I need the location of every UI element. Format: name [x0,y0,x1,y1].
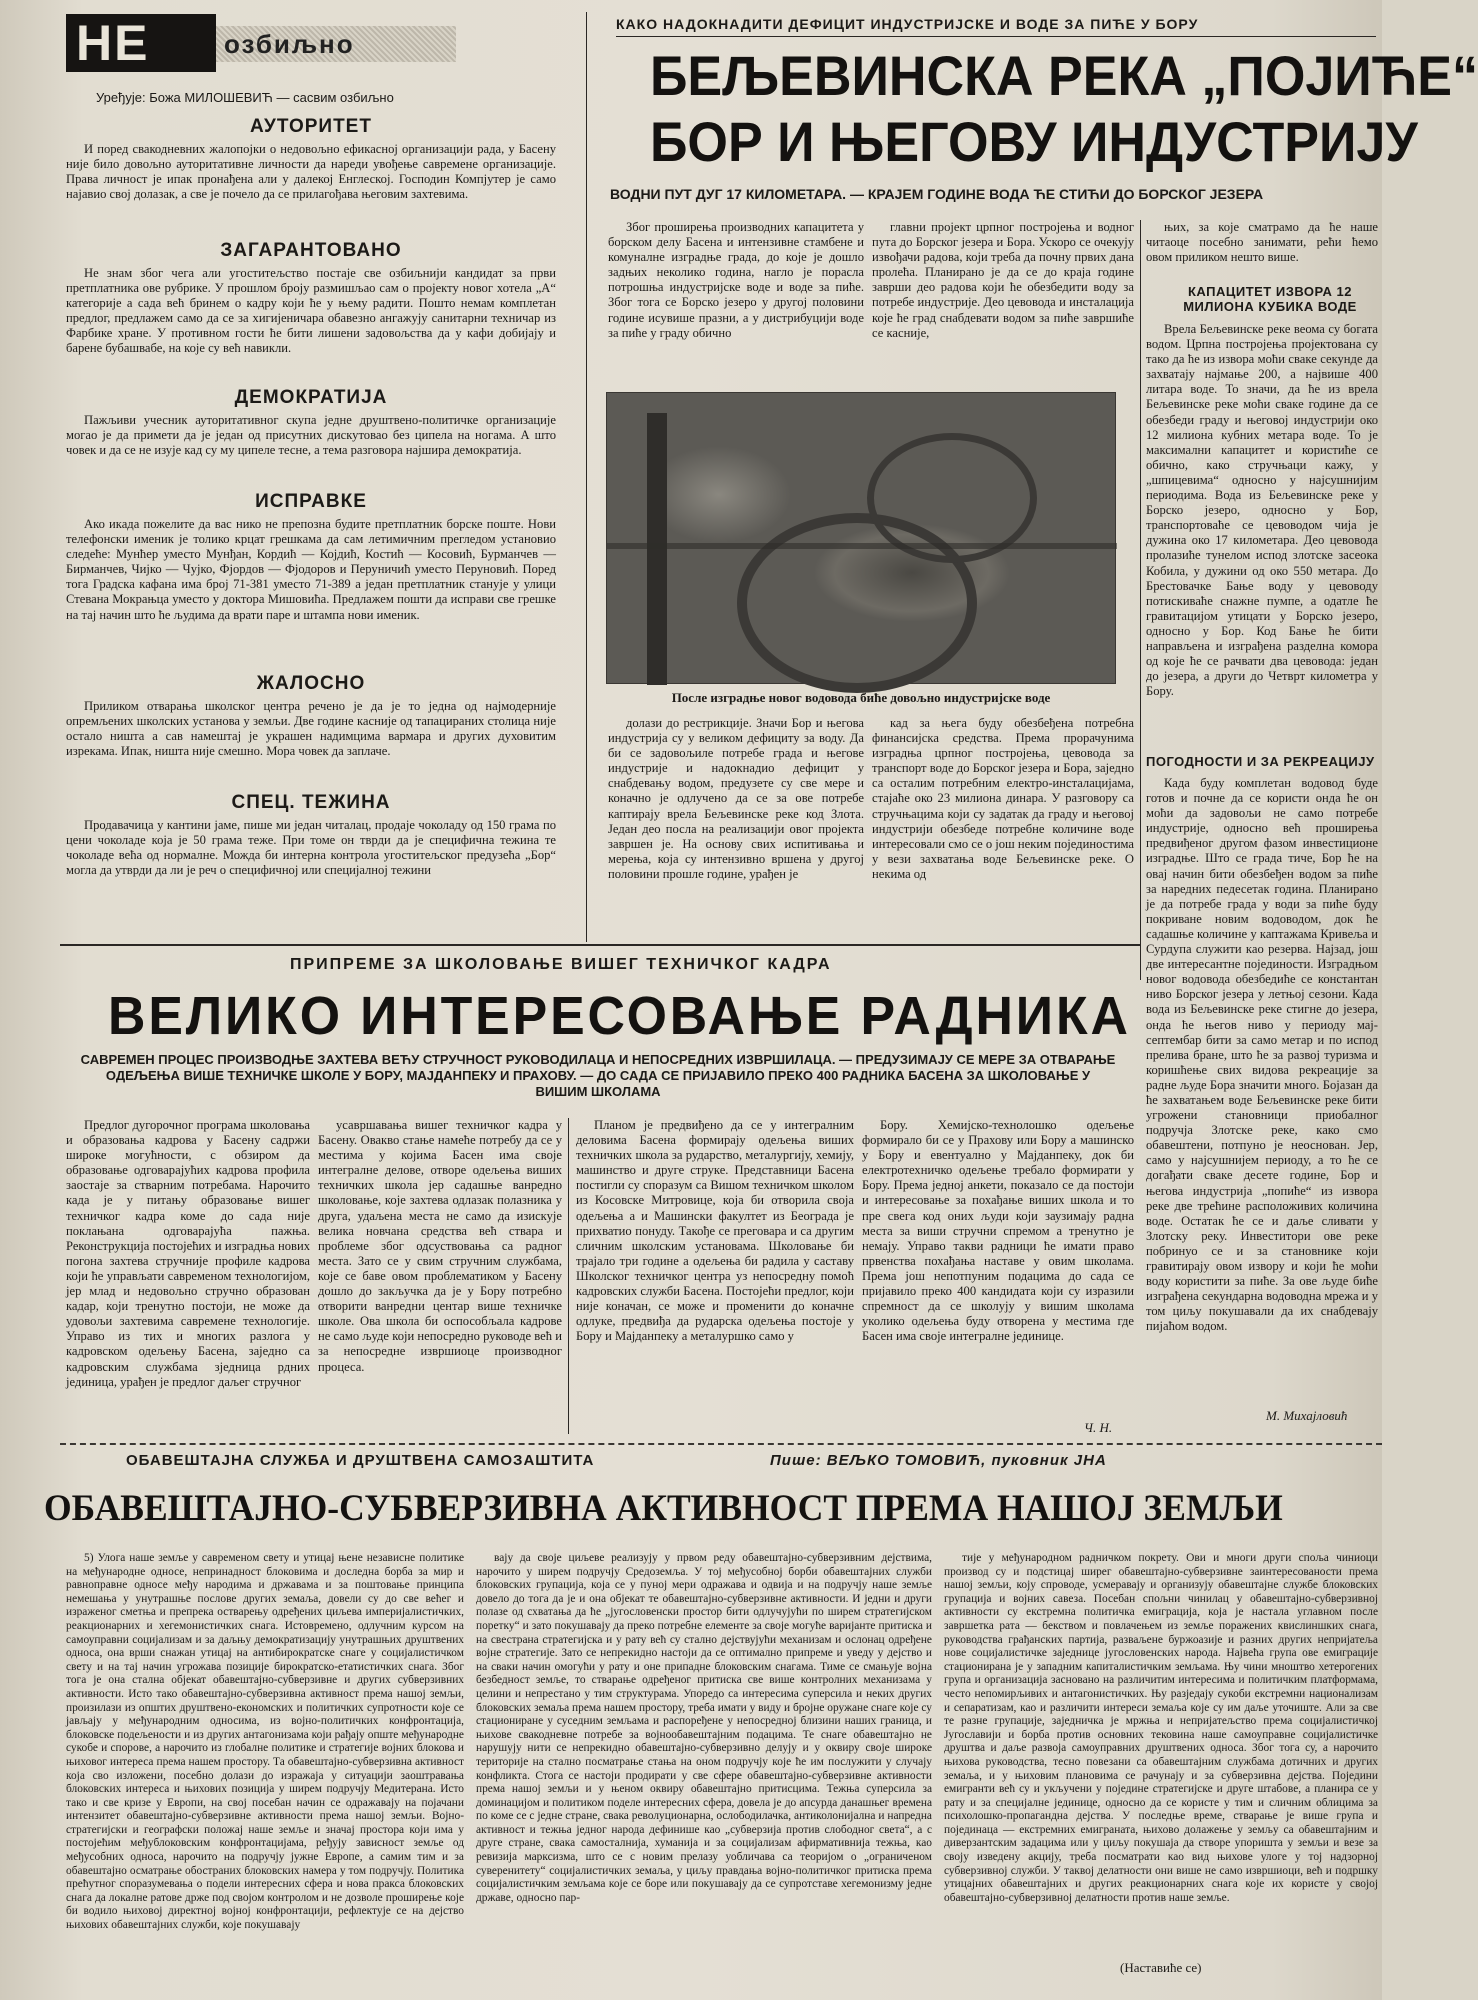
water-col3-recreation: Када буду комплетан водовод буде готов и почне да се користи онда ће он моћи да задовољи не само потребе индустрије, односно већ проширења предвиђеног другом фазом инвестиционе изградње. Што се града тиче, Бор ће на овај начин бити обезбеђен водом за пиће за наредних педесетак година. Планирано је да потребе града у води за пиће буду покриване новим водоводом, док ће садашње количине у каптажама Кривеља и Сурдупа служити као резерва. Најзад, још две интересантне појединости. Изградњом новог водовода обезбедиће се константан ниво Борског језера у летњој сезони. Када вода из Бељевинске реке стигне до језера, онда ће његов ниво у периоду мај-септембар бити за само метар и по испод прелива бране, што ће за развој туризма и коришћење свих видова рекреације за радне људе Бора значити много. Бојазан да ће захватањем воде Бељевинске реке бити угрожени становници приобалног подручја Злотске реке, како смо обавештени, потпуно је неоснован. Јер, само у најсушнијем периоду, а то ће се догађати сваке десете године, Бор и његова индустрија „попиће“ из извора реке две трећине расположивих количина воде. Остатак ће се и даље сливати у Злотску реку. Инвеститори ове реке побринуо се и за становнике који гравитирају овом извору и који ће моћи воду користити за пиће. За ове људе биће изграђена секундарна водоводна мрежа и у том циљу покушавали да их снабдевају пијаћом водом. [1146,776,1378,1334]
humor-title-ozbiljno: озбиљно [216,26,456,62]
water-col3-intro: њих, за које сматрамо да ће наше читаоце посебно занимати, рећи ћемо овом приликом нешто више. [1146,220,1378,265]
humor-body-zalosno: Приликом отварања школског центра речено је да је то једна од најмодерније опремљених школских установа у земљи. Две године касније од тапацираних столица није остало ништа а сав намештај је украшен надимцима вармара и других духовитим изрекама. Ипак, ништа није смешно. Мора човек да заплаче. [66,699,556,759]
water-headline-line2: БОР И ЊЕГОВУ ИНДУСТРИЈУ [650,110,1418,173]
water-photo-caption: После изградње новог водовода биће довољно индустријске воде [671,690,1051,705]
water-kicker: КАКО НАДОКНАДИТИ ДЕФИЦИТ ИНДУСТРИЈСКЕ И ВОДЕ ЗА ПИЋЕ У БОРУ [616,16,1199,32]
water-col1b: долази до рестрикције. Значи Бор и његова индустрија су у великом дефициту за воду. Да би се задовољиле потребе града и његове индустрије и надокнадио дефицит у снабдевању водом, предузете су све мере и коначно је одлучено да се за ове потребе каптирају врела Бељевинске реке код Злота. Један део посла на реализацији овог пројекта завршен је. На основу свих испитивања и мерења, која су интензивно вршена у другој половини прошле године, урађен је [608,716,864,881]
humor-body-ispravke: Ако икада пожелите да вас нико не препозна будите претплатник борске поште. Нови телефонски именик је толико крцат грешкама да сам летимичним прегледом установио следеће: Мунћер уместо Мунђан, Кордић — Којдић, Костић — Косовић, Бурманчев — Бирманчев, Чијко — Чујко, Фјордов — Фјодоров и Перуничић уместо Перуновић. Поред тога Градска кафана има број 71-381 уместо 71-389 а један претплатник станује у улици Стевана Мокрањца уместо у доктора Мишовића. Предлажем пошти да исправи све грешке на тај начин што ће људима да врати паре и штампа нови именик. [66,517,556,622]
water-signature: М. Михајловић [1266,1408,1348,1423]
school-deck: САВРЕМЕН ПРОЦЕС ПРОИЗВОДЊЕ ЗАХТЕВА ВЕЋУ СТРУЧНОСТ РУКОВОДИЛАЦА И НЕПОСРЕДНИХ ИЗВРШИЛАЦА. — ПРЕДУЗИМАЈУ СЕ МЕРЕ ЗА ОТВАРАЊЕ ОДЕЉЕЊА ВИШЕ ТЕХНИЧКЕ ШКОЛЕ У БОРУ, МАЈДАНПЕКУ И ПРАХОВУ. — ДО САДА СЕ ПРИЈАВИЛО ПРЕКО 400 РАДНИКА БАСЕНА ЗА ШКОЛОВАЊЕ У ВИШИМ ШКОЛАМА [80,1052,1116,1099]
intel-kicker-left: ОБАВЕШТАЈНА СЛУЖБА И ДРУШТВЕНА САМОЗАШТИТА [126,1452,595,1469]
school-col-divider [568,1118,569,1434]
humor-body-zagarantovano: Не знам због чега али угоститељство постаје све озбиљнији кандидат за први претплатника ове рубрике. У прошлом броју размишљао сам о пројекту новог хотела „А“ категорије а сада већ бринем о кадру који ће у њему радити. Пошто немам комплетан предлог, предлажем само да се за хигијеничара обавезно ангажују санитарни техничар из Фарбике хране. У противном гости ће бити лишени задовољства да у кафи добијају и барене бубашвабе, на које су већ навикли. [66,266,556,356]
humor-body-demokratija: Пажљиви учесник ауторитативног скупа једне друштвено-политичке организације могао је да примети да је један од присутних дискутовао без ципела на ногама. А што човек и да се не изује кад су му ципеле тесне, а тема разговора најшира демократија. [66,413,556,458]
water-col2: главни пројект црпног постројења и водног пута до Борског језера и Бора. Ускоро се очекују извођачи радова, који треба да почну првих дана пролећа. Планирано је да се до краја године заврши део радова који ће обезбедити воду за потребе индустрије. Део цевовода и инсталација које ће град снабдевати водом за пиће завршиће се касније, [872,220,1134,340]
school-col3: Планом је предвиђено да се у интегралним деловима Басена формирају одељења виших техничких школа за рударство, металургију, хемију, машинство и друге струке. Представници Басена постигли су споразум са Вишом техничком школом из Косовске Митровице, која би отворила своја одељења а и Машински факултет из Београда је прихватио понуду. Такође се преговара и са другим сличним школским установама. Школовање би трајало три године а одељења би радила у саставу Школског техничког центра уз непосредну помоћ кадровских служби Басена. Постојећи предлог, који није коначан, се може и променити до коначне одлуке, предвиђа да рударска одељења постоје у Бору и Мајданпеку а металуршко само у [576,1118,854,1344]
water-sub-capacity: КАПАЦИТЕТ ИЗВОРА 12 МИЛИОНА КУБИКА ВОДЕ [1183,284,1357,314]
intel-top-rule [60,1443,1382,1445]
intel-kicker-right: Пише: ВЕЉКО ТОМОВИЋ, пуковник ЈНА [770,1452,1107,1469]
school-col4: Бору. Хемијско-технолошко одељење формирало би се у Прахову или Бору а машинско у Бору и евентуално у Мајданпеку, док би електротехничко одељење требало формирати у Бору. Према једној анкети, показало се да постоји и интересовање за похађање виших школа и то пре свега код оних људи који заузимају радна места за виши стручни спремом а тренутно је немају. Управо такви радници ће имати право првенства похађања наставе у овим школама. Према још непотпуним подацима до сада се пријавило преко 400 кандидата који су изразили спремност да се школују у вишим школама уколико одељења буду отворена у местима где Басен има своје интегралне јединице. [862,1118,1134,1344]
humor-title-ne: НЕ [66,14,216,72]
humor-head-spec-tezina: СПЕЦ. ТЕЖИНА [231,792,391,813]
humor-head-autoritet: АУТОРИТЕТ [250,116,372,137]
school-top-rule [60,944,1140,946]
humor-head-zalosno: ЖАЛОСНО [256,673,366,694]
intel-headline: ОБАВЕШТАЈНО-СУБВЕРЗИВНА АКТИВНОСТ ПРЕМА НАШОЈ ЗЕМЉИ [44,1488,1283,1529]
water-deck: ВОДНИ ПУТ ДУГ 17 КИЛОМЕТАРА. — КРАЈЕМ ГОДИНЕ ВОДА ЋЕ СТИЋИ ДО БОРСКОГ ЈЕЗЕРА [610,186,1264,202]
water-kicker-rule [616,36,1376,37]
intel-col2: вају да своје циљеве реализују у првом реду обавештајно-субверзивним дејствима, нарочито у ширем подручју Средоземља. У тој међусобној борби обавештајних служби блоковских групација, која се у пуној мери одражава и одвија и на подручју наше земље довело до тога да је и она објекат те обавештајно-субверзивне активности. И једни и други полазе од схватања да ће „југословенски простор бити одлучујући по ширем стратегијском поретку“ и зато покушавају да преко потребне елементе за своје могуће варијанте притиска и на свестрана стратегијска и у рату већ су стално дејствујући механизам и ослонац одређене војне стратегије. Зато се непрекидно настоји да се оптимално припреме и уведу у дејство и на сваки начин омогући у рату и оне припадне блоковским снагама. Тиме се смањује војна безбедност земље, то стварање одређеног притиска све више контролних механизама у целини и непрестано у тим структурама. Упоредо са интересима суперсила и неких других блоковских земаља према нашем простору, треба имати у виду и бројне оружане снаге које су стациониране у суседним земљама и распоређене у непосредној близини наших граница, и њихове свакодневне потребе за војнообавештајним подацима. Те снаге обавештајно не нарушују нити се непрекидно обавештајно-субверзивно делују и у оквиру своје широке територије на стално посматрање стања на оном подручју које ће им послужити у случају конфликта. Стога се настоји продирати у све сфере обавештајно-субверзивне активности према нашој земљи и у њеном оквиру обавештајно притисцима. Тежња суперсила за доминацијом и политиком поделе интересних сфера, довела је до апсурда данашњег времена по коме се с једне стране, свака револуционарна, ослободилачка, антиколонијална и напредна активност и тежња једног народа дефинише као „субверзија против слободног света“, а с друге стране, свака самосталнија, хуманија и за социјализам афирмативнија тежња, као ревизија марксизма, што се с новим прелазу уобличава са теоријом о „ограниченом суверенитету“ социјалистичких земаља, у циљу правдања војно-политичког притиска према социјалистичким земљама које се боре или покушавају да се супротставе хегемонизму једне државе, односно пар- [476,1552,932,1904]
school-signature: Ч. Н. [1084,1420,1113,1435]
school-col1: Предлог дугорочног програма школовања и образовања кадрова у Басену садржи широке могућности, с обзиром да образовање одговарајућих кадрова профила заостаје за стварним потребама. Нарочито када је у питању образовање вишег техничког кадра коме до сада није поклањана одговарајућа пажња. Реконструкција постојећих и изградња нових погона захтева стручније профиле кадрова који ће управљати савременом технологијом, јер млад и недовољно стручно образован кадар, који тренутно постоји, не може да удовољи захтевима савремене технологије. Управо из тих и многих разлога у кадровском одељењу Басена, заједно са кадровским службама зједница рдних јединица, урађен је предлог даљег стручног [66,1118,310,1389]
humor-head-zagarantovano: ЗАГАРАНТОВАНО [220,240,402,261]
water-col2b: кад за њега буду обезбеђена потребна финансијска средства. Према прорачунима изградња црпног постројења, цевовода за транспорт воде до Борског језера и Бора, заједно са осталим потребним електро-инсталацијама, стајаће око 23 милиона динара. У разговору са стручњацима који су задатак да граду и његовој индустрији обезбеде потребне количине воде интересовали смо се о још неким појединостима у вези захватања воде Бељевинске реке. О некима од [872,716,1134,881]
intel-continued: (Наставиће се) [1120,1960,1202,1975]
humor-body-spec-tezina: Продавачица у кантини јаме, пише ми један читалац, продаје чоколаду од 150 грама по цени чоколаде која је 50 грама теже. При томе он тврди да је специфична тежина те чоколаде већа од нормалне. Можда би интерна контрола угоститељског предузећа „Бор“ могла да утврди да ли је реч о специфичној или специјалној тежини [66,818,556,878]
intel-col1: 5) Улога наше земље у савременом свету и утицај њене независне политике на међународне односе, непринадност блоковима и доследна борба за мир и равноправне односе међу народима и државама и за поштовање принципа немешања у унутрашње послове других земаља, довели су до све већег и израженог сметња и препрека остварењу одређених циљева империјалистичких, реакционарних и хегемонистичких снага. Истовремено, одлучним курсом на самоуправни социјализам и за даљњу демократизацију унутрашњих друштвених односа, она врши снажан утицај на антибирократске снаге у социјалистичком свету и на тај начин угрожава позиције бирократско-етатистичких снага. Због тога је она стална објекат обавештајно-субверзивне и других субверзивних активности. Исто тако обавештајно-субверзивна активност према нашој земљи, произилази из општих друштвено-економских и политичких супротности које се јављају у међународним односима, из војно-политичких конфронтација, блоковске подељености и из других антагонизама који рађају опште међународне сукобе и спорове, а нарочито из глобалне политике и стратегије војних блокова и њиховог интереса према нашем простору. Та обавештајно-субверзивна активност која сво изложени, посебно долази до изражаја у ситуацији заоштравања блоковских интереса и њихових позиција у ширем подручју Медитерана. Исто тако и све кризе у Европи, на свој посебан начин се одражавају на појачани интензитет обавештајно-субверзивне активности према нашој земљи. Војно-стратегијски и географски положај наше земље и значај простора који има у постојећим међублоковским конфронтацијама, ређују зависност земље од међусобних односа, нарочито на подручју јужне Европе, а самим тим и за обавештајно осматрање обостраних блоковских намера у том подручју. Политика прећутног споразумевања о подели интересних сфера и нова пракса блоковских снага да локалне ратове држе под својом контролом и не дозволе проширење које би водило њиховој директној војној конфронтацији, рефлектује се на дејство њихових обавештајних служби, које покушавају [66,1552,464,1932]
school-kicker: ПРИПРЕМЕ ЗА ШКОЛОВАЊЕ ВИШЕГ ТЕХНИЧКОГ КАДРА [290,956,832,973]
humor-head-demokratija: ДЕМОКРАТИЈА [234,387,388,408]
school-headline: ВЕЛИКО ИНТЕРЕСОВАЊЕ РАДНИКА [108,986,1131,1046]
water-sub-recreation: ПОГОДНОСТИ И ЗА РЕКРЕАЦИЈУ [1146,754,1375,769]
water-col1: Због проширења производних капацитета у борском делу Басена и интензивне стамбене и комуналне изградње града, до које је дошло задњих неколико година, нагло је порасла потрошња индустријске воде и воде за пиће. Због тога се Борско језеро у другој половини године исувише празни, а у дистрибуцији воде за пиће у граду обично [608,220,864,340]
humor-editor-line: Уређује: Божа МИЛОШЕВИЋ — сасвим озбиљно [96,90,394,105]
water-col3-capacity: Врела Бељевинске реке веома су богата водом. Црпна постројења пројектована су тако да ће из извора моћи сваке секунде да захватају најмање 200, а највише 400 литара воде. То значи, да ће из врела Бељевинске реке моћи сваке године да се обезбеди граду и његовој индустрији око 12 милиона кубних метара воде. То је максимални капацитет и користиће се обично, како стручњаци кажу, у „шпицевима“ односно у најсушнијим периодима. Вода из Бељевинске реке у Борско језеро, односно у Бор, транспортоваће се цевоводом чија је дужина око 17 километара. Део цевовода пролазиће тунелом испод злотске засеока Кобила, у дужини од око 550 метара. До Брестовачке Бање воду у цевоводу потискиваће снажне пумпе, а одатле ће гравитацијом утицати у Борско језеро, односно у Бор. Код Бање ће бити направљена и изграђена разделна комора од које ће се рачвати два цевовода: један до језера, а други до Четврт километра у Бору. [1146,322,1378,699]
water-photo [606,392,1116,684]
intel-col3: тије у међународном радничком покрету. Ови и многи други споља чиниоци производ су и подстицај ширег обавештајно-субверзивне заинтересованости према нашој земљи, коју спроводе, усмеравају и организују обавештајне службе блоковских групација и војних савеза. Посебан спољни чинилац у обавештајно-субверзивној активности су екстремна политичка емиграција, која је настала углавном после завршетка рата — бекством и повлачењем из земље поражених квислиншких снага, руководства грађанских партија, разваљене буржоазије и разних других непријатеља нове социјалистичке заједнице југословенских народа. Највећа група ове емиграције стационирана је у западним капиталистичким земљама. Њу чини мноштво хетерогених група и организација засновано на различитим интересима и политичким платформама, често непомирљивих и антагонистичких. Њу разједају сукоби екстремни национализам и сепаратизам, као и различити интереси земаља које су им даље уточиште. Али за све те разне групације, заједничка је мржња и непријатељство према социјалистичкој Југославији и борба против основних тековина наше самоуправне социјалистичке друштва и даље развоја самоуправних друштвених односа. Због тога су, а нарочито њихова руководства, тесно повезани са обавештајним службама дотичних и других земаља, и у њиховим плановима се рачунају и за субверзивна дејства. Поједини емигранти већ су и укључени у поједине стратегијске и друге штабове, а планира се у рату и за специјалне јединице, односно да се користе у тим и сличним облицима за психолошко-пропагандна дејства. У последње време, стварање је више група и појединаца — екстремних емиграната, њихово долажење у земљу са обавештајним и диверзантским задацима или у циљу покушаја да створе упоришта у земљи и везе за своју изведену акцију, треба посматрати као вид њихове улоге у тој надзорној субверзивној служби. У таквој делатности они више не само извршиоци, већ и подршку утицајних обавештајних и других реакционарних снага које их користе у својој обавештајно-субверзивној делатности против наше земље. [944,1552,1378,1904]
humor-head-ispravke: ИСПРАВКЕ [255,491,367,512]
column-divider [586,12,587,942]
water-headline-line1: БЕЉЕВИНСКА РЕКА „ПОЈИЋЕ“ [650,44,1478,107]
water-col-divider [1140,220,1141,980]
school-col2: усавршавања вишег техничког кадра у Басену. Овакво стање намеће потребу да се у местима у којима Басен има своје интегралне делове, отворе одељења виших техничких школа јер садашње ванредно школовање, које захтева одлазак полазника у друга, удаљена места не само да изискује велика новчана средства већ ствара и проблеме због одсуствовања са радног места. Зато се у свим стручним службама, које се баве овом проблематиком у Басену дошло до закључка да је у Бору потребно отворити ванредни центар више техничке школе. Ова школа би оспособљала кадрове не само људе који непосредно руководе већ и за непосредне извршиоце производног процеса. [318,1118,562,1374]
humor-banner [66,14,456,72]
humor-body-autoritet: И поред свакодневних жалопојки о недовољно ефикасној организацији рада, у Басену није било довољно ауторитативне личности да нареди увођење савремене организације. Права личност је ипак пронађена али у далекој Енглеској. Господин Компјутер је само најавио свој долазак, а све је почело да се прилагођава његовим захтевима. [66,142,556,202]
